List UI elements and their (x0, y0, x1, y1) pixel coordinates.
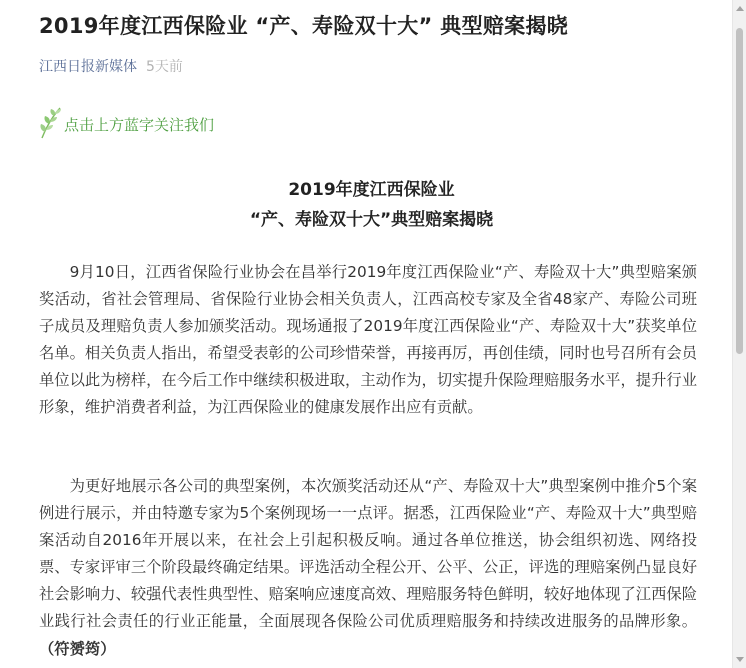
paragraph-1: 9月10日，江西省保险行业协会在昌举行2019年度江西保险业“产、寿险双十大”典型赔案颁奖活动，省社会管理局、省保险行业协会相关负责人，江西高校专家及全省48家产、寿险公司班子成员及理赔负责人参加颁奖活动。现场通报了2019年度江西保险业“产、寿险双十大”获奖单位名单。相关负责人指出，希望受表彰的公司珍惜荣誉，再接再厉，再创佳绩，同时也号召所有会员单位以此为榜样，在今后工作中继续积极进取，主动作为，切实提升保险理赔服务水平，提升行业形象，维护消费者利益，为江西保险业的健康发展作出应有贡献。 (39, 263, 697, 417)
follow-prompt-text[interactable]: 点击上方蓝字关注我们 (64, 116, 215, 134)
scrollbar-thumb[interactable] (736, 28, 743, 354)
source-link[interactable]: 江西日报新媒体 (39, 59, 137, 75)
paragraph-2 (39, 473, 697, 663)
paragraph-2-text: 为更好地展示各公司的典型案例，本次颁奖活动还从“产、寿险双十大”典型案例中推介5个案例进行展示，并由特邀专家为5个案例现场一一点评。据悉，江西保险业“产、寿险双十大”典型赔案活动自2016年开展以来，在社会上引起积极反响。通过各单位推送，协会组织初选、网络投票、专家评审三个阶段最终确定结果。评选活动全程公开、公平、公正，评选的理赔案例凸显良好社会影响力、较强代表性典型性、赔案响应速度高效、理赔服务特色鲜明，较好地体现了江西保险业践行社会责任的行业正能量，全面展现各保险公司优质理赔服务和持续改进服务的品牌形象。 (39, 477, 697, 631)
author-signature: （符赟筠） (39, 639, 116, 658)
article-meta (39, 56, 183, 76)
publish-time: 5天前 (146, 59, 183, 75)
content-heading-line2: “产、寿险双十大”典型赔案揭晓 (249, 210, 494, 230)
scroll-down-arrow-icon[interactable] (736, 657, 744, 662)
leaf-icon (39, 106, 63, 140)
content-heading-line1: 2019年度江西保险业 (288, 180, 455, 200)
vertical-scrollbar[interactable] (732, 0, 746, 668)
scroll-up-arrow-icon[interactable] (736, 6, 744, 11)
article-title: 2019年度江西保险业 “产、寿险双十大” 典型赔案揭晓 (39, 14, 569, 38)
